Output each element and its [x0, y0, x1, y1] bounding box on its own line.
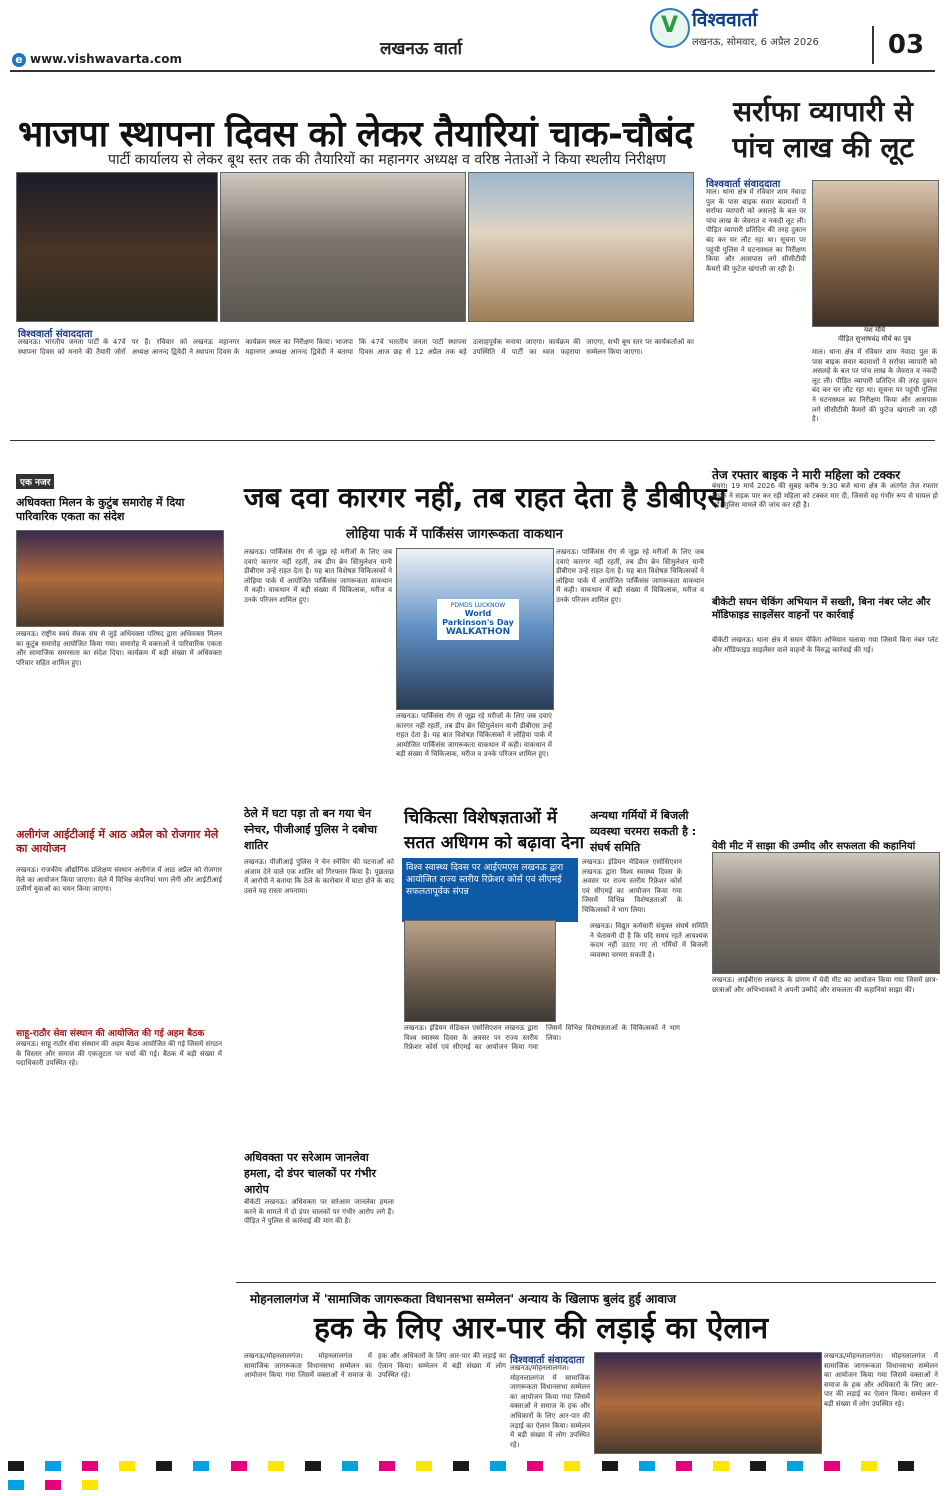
- lead-body: लखनऊ। भारतीय जनता पार्टी के 47वें स्थापना दिवस को मनाने की तैयारी जोरों पर हैं। रविवार को लखनऊ महानगर अध्यक्ष आनन्द द्विवेदी ने स्थापना दिवस के कार्यक्रम स्थल का निरीक्षण किया। भाजपा महानगर अध्यक्ष आनन्द द्विवेदी ने बताया कि 47वें भारतीय जनता पार्टी स्थापना दिवस आज छह से 12 अप्रैल तक बड़े उत्साहपूर्वक मनाया जाएगा। कार्यक्रम की उपस्थिति में पार्टी का ध्वज फहराया जाएगा, सभी बूथ स्तर पर कार्यकर्ताओं का सम्मेलन किया जाएगा।: [18, 338, 694, 356]
- mohanlal-body: लखनऊ/मोहनलालगंज। मोहनलालगंज में सामाजिक जागरूकता विधानसभा सम्मेलन का आयोजन किया गया जिसमें वक्ताओं ने समाज के हक और अधिकारों के लिए आर-पार की लड़ाई का ऐलान किया। सम्मेलन में बड़ी संख्या में लोग उपस्थित रहे।: [244, 1352, 506, 1380]
- color-swatch: [453, 1461, 469, 1471]
- robbery-caption: यश मौर्य पीड़ित सुभाषचंद्र मौर्य का पुत्र: [838, 326, 911, 343]
- dbs-headline: जब दवा कारगर नहीं, तब राहत देता है डीबीएस: [244, 481, 727, 514]
- dbs-subhead: लोहिया पार्क में पार्किंसंस जागरूकता वाकथान: [346, 527, 563, 542]
- color-swatch: [416, 1461, 432, 1471]
- photo-cme: [404, 920, 556, 1022]
- school-headline: येवी मीट में साझा की उम्मीद और सफलता की कहानियां: [712, 841, 916, 852]
- photo-adhivakta: [16, 530, 224, 627]
- banner-main: World Parkinson's Day: [442, 609, 514, 627]
- bike-headline: तेज रफ्तार बाइक ने मारी महिला को टक्कर: [712, 468, 901, 482]
- color-swatch: [305, 1461, 321, 1471]
- ek-nazar-h1: अधिवक्ता मिलन के कुटुंब समारोह में दिया पारिवारिक एकता का संदेश: [16, 496, 185, 523]
- mohanlal-kicker: मोहनलालगंज में 'सामाजिक जागरूकता विधानसभा सम्मेलन' अन्याय के खिलाफ बुलंद हुई आवाज: [250, 1292, 677, 1306]
- dbs-body-2: लखनऊ। पार्किंसंस रोग से जूझ रहे मरीजों के लिए जब दवाएं कारगर नहीं रहतीं, तब डीप ब्रेन स्टिमुलेशन यानी डीबीएस उन्हें राहत देता है। यह बात विशेषज्ञ चिकित्सकों ने लोहिया पार्क में आयोजित पार्किंसंस जागरूकता वाकथान में कही। वाकथान में बड़ी संख्या में चिकित्सक, मरीज व उनके परिजन शामिल हुए।: [396, 712, 552, 759]
- logo-icon: [650, 8, 690, 48]
- color-swatch: [8, 1480, 24, 1490]
- color-swatch: [602, 1461, 618, 1471]
- robbery-body: माल। थाना क्षेत्र में रविवार शाम नेवादा पुल के पास बाइक सवार बदमाशों ने सर्राफा व्यापारी को असलहे के बल पर पांच लाख के जेवरात व नकदी लूट ली। पीड़ित व्यापारी प्रतिदिन की तरह दुकान बंद कर घर लौट रहा था। सूचना पर पहुंची पुलिस ने घटनास्थल का निरीक्षण किया और आसपास लगे सीसीटीवी कैमरों की फुटेज खंगाली जा रही है।: [706, 188, 806, 273]
- color-swatch: [490, 1461, 506, 1471]
- mohanlal-body-3: लखनऊ/मोहनलालगंज। मोहनलालगंज में सामाजिक जागरूकता विधानसभा सम्मेलन का आयोजन किया गया जिसमें वक्ताओं ने समाज के हक और अधिकारों के लिए आर-पार की लड़ाई का ऐलान किया। सम्मेलन में बड़ी संख्या में लोग उपस्थित रहे।: [824, 1352, 938, 1408]
- banner-top: PDMDS LUCKNOW: [450, 602, 506, 609]
- site-url[interactable]: e www.vishwavarta.com: [12, 52, 182, 67]
- color-swatch: [231, 1461, 247, 1471]
- section-title: लखनऊ वार्ता: [380, 39, 463, 59]
- chain-body: लखनऊ। पीजीआई पुलिस ने चेन स्नेचिंग की घटनाओं को अंजाम देने वाले एक शातिर को गिरफ्तार किया है। पूछताछ में आरोपी ने बताया कि ठेले के कारोबार में घाटा होने के बाद उसने यह रास्ता अपनाया।: [244, 858, 394, 895]
- color-swatch: [379, 1461, 395, 1471]
- photo-stage-night: [16, 172, 218, 322]
- robbery-body-2: माल। थाना क्षेत्र में रविवार शाम नेवादा पुल के पास बाइक सवार बदमाशों ने सर्राफा व्यापारी को असलहे के बल पर पांच लाख के जेवरात व नकदी लूट ली। पीड़ित व्यापारी प्रतिदिन की तरह दुकान बंद कर घर लौट रहा था। सूचना पर पहुंची पुलिस ने घटनास्थल का निरीक्षण किया और आसपास लगे सीसीटीवी कैमरों की फुटेज खंगाली जा रही है।: [812, 348, 937, 424]
- robbery-headline: सर्राफा व्यापारी से पांच लाख की लूट: [732, 95, 914, 164]
- banner-walk: WALKATHON: [445, 627, 511, 637]
- color-swatch: [156, 1461, 172, 1471]
- school-body: लखनऊ। आईबीएस लखनऊ के प्रांगण में येवी मीट का आयोजन किया गया जिसमें छात्र-छात्राओं और अभिभावकों ने अपनी उम्मीदें और सफलता की कहानियां साझा कीं।: [712, 976, 938, 994]
- health-headline: चिकित्सा विशेषज्ञताओं में सतत अधिगम को बढ़ावा देना: [404, 808, 584, 853]
- ek-nazar-t3: लखनऊ। साहू राठौर सेवा संस्थान की अहम बैठक आयोजित की गई जिसमें संगठन के विस्तार और समाज की एकजुटता पर चर्चा की गई। बैठक में बड़ी संख्या में पदाधिकारी उपस्थित रहे।: [16, 1040, 222, 1068]
- photo-sammelan: [594, 1352, 822, 1454]
- color-swatch: [527, 1461, 543, 1471]
- photo-leaders: [220, 172, 466, 322]
- dbs-body-3: लखनऊ। पार्किंसंस रोग से जूझ रहे मरीजों के लिए जब दवाएं कारगर नहीं रहतीं, तब डीप ब्रेन स्टिमुलेशन यानी डीबीएस उन्हें राहत देता है। यह बात विशेषज्ञ चिकित्सकों ने लोहिया पार्क में आयोजित पार्किंसंस जागरूकता वाकथान में कही। वाकथान में बड़ी संख्या में चिकित्सक, मरीज व उनके परिजन शामिल हुए।: [556, 548, 704, 604]
- browser-icon: e: [12, 53, 26, 67]
- brand-name: विश्ववार्ता: [692, 9, 758, 31]
- color-swatch: [564, 1461, 580, 1471]
- color-swatch: [750, 1461, 766, 1471]
- photo-school: [712, 852, 940, 974]
- color-swatch: [119, 1461, 135, 1471]
- ek-nazar-tag: एक नजर: [16, 474, 54, 489]
- lead-subhead: पार्टी कार्यालय से लेकर बूथ स्तर तक की तैयारियों का महानगर अध्यक्ष व वरिष्ठ नेताओं ने किया स्थलीय निरीक्षण: [108, 152, 666, 168]
- lead-byline: विश्ववार्ता संवाददाता: [18, 329, 93, 340]
- mohanlal-byline: विश्ववार्ता संवाददाता: [510, 1355, 585, 1366]
- walkathon-banner: [437, 599, 519, 640]
- health-box: विश्व स्वास्थ्य दिवस पर आईएमएस लखनऊ द्वारा आयोजित राज्य स्तरीय रिफ्रेशर कोर्स एवं सीएमई सफलतापूर्वक संपन्न: [402, 858, 578, 922]
- power-body: लखनऊ। विद्युत कर्मचारी संयुक्त संघर्ष समिति ने चेतावनी दी है कि यदि समय रहते आवश्यक कदम नहीं उठाए गए तो गर्मियों में बिजली व्यवस्था चरमरा सकती है।: [590, 922, 708, 959]
- print-color-bar: [0, 1458, 945, 1472]
- photo-victim-son: [812, 180, 939, 327]
- color-swatch: [342, 1461, 358, 1471]
- vehicle-headline: बीकेटी सघन चेकिंग अभियान में सख्ती, बिना नंबर प्लेट और मॉडिफाइड साइलेंसर वाहनों पर कार्रवाई: [712, 597, 931, 621]
- divider: [10, 70, 935, 72]
- health-body: लखनऊ। इंडियन मेडिकल एसोसिएशन लखनऊ द्वारा विश्व स्वास्थ्य दिवस के अवसर पर राज्य स्तरीय रिफ्रेशर कोर्स एवं सीएमई का आयोजन किया गया जिसमें विभिन्न विशेषज्ञताओं के चिकित्सकों ने भाग लिया।: [582, 858, 682, 914]
- power-headline: अन्यथा गर्मियों में बिजली व्यवस्था चरमरा सकती है : संघर्ष समिति: [590, 809, 697, 854]
- photo-venue: [468, 172, 694, 322]
- mohanlal-headline: हक के लिए आर-पार की लड़ाई का ऐलान: [314, 1311, 769, 1346]
- chain-headline: ठेले में घटा पड़ा तो बन गया चेन स्नेचर, पीजीआई पुलिस ने दबोचा शातिर: [244, 807, 377, 852]
- photo-walkathon: [396, 548, 554, 710]
- color-swatch: [193, 1461, 209, 1471]
- color-swatch: [268, 1461, 284, 1471]
- ek-nazar-h2: अलीगंज आईटीआई में आठ अप्रैल को रोजगार मेले का आयोजन: [16, 828, 219, 855]
- color-swatch: [861, 1461, 877, 1471]
- color-swatch: [82, 1480, 98, 1490]
- color-swatch: [45, 1480, 61, 1490]
- color-swatch: [639, 1461, 655, 1471]
- mohanlal-body-2: लखनऊ/मोहनलालगंज। मोहनलालगंज में सामाजिक जागरूकता विधानसभा सम्मेलन का आयोजन किया गया जिसमें वक्ताओं ने समाज के हक और अधिकारों के लिए आर-पार की लड़ाई का ऐलान किया। सम्मेलन में बड़ी संख्या में लोग उपस्थित रहे।: [510, 1364, 590, 1449]
- vehicle-body: बीकेटी लखनऊ। थाना क्षेत्र में सघन चेकिंग अभियान चलाया गया जिसमें बिना नंबर प्लेट और मॉडिफाइड साइलेंसर वाले वाहनों के विरुद्ध कार्रवाई की गई।: [712, 636, 938, 654]
- ek-nazar-t1: लखनऊ। राष्ट्रीय स्वयं सेवक संघ से जुड़े अधिवक्ता परिषद द्वारा अधिवक्ता मिलन का कुटुंब समारोह आयोजित किया गया। समारोह में वक्ताओं ने पारिवारिक एकता और सामाजिक समरसता का संदेश दिया। कार्यक्रम में बड़ी संख्या में अधिवक्ता परिवार सहित शामिल हुए।: [16, 630, 222, 667]
- color-swatch: [898, 1461, 914, 1471]
- advocate-headline: अधिवक्ता पर सरेआम जानलेवा हमला, दो डंपर चालकों पर गंभीर आरोप: [244, 1151, 376, 1196]
- page-number: 03: [872, 26, 938, 64]
- divider: [236, 1282, 936, 1283]
- dbs-body: लखनऊ। पार्किंसंस रोग से जूझ रहे मरीजों के लिए जब दवाएं कारगर नहीं रहतीं, तब डीप ब्रेन स्टिमुलेशन यानी डीबीएस उन्हें राहत देता है। यह बात विशेषज्ञ चिकित्सकों ने लोहिया पार्क में आयोजित पार्किंसंस जागरूकता वाकथान में कही। वाकथान में बड़ी संख्या में चिकित्सक, मरीज व उनके परिजन शामिल हुए।: [244, 548, 392, 604]
- color-swatch: [8, 1461, 24, 1471]
- ek-nazar-t2: लखनऊ। राजकीय औद्योगिक प्रशिक्षण संस्थान अलीगंज में आठ अप्रैल को रोजगार मेले का आयोजन किया जाएगा। मेले में विभिन्न कंपनियां भाग लेंगी और आईटीआई उत्तीर्ण युवाओं का चयन किया जाएगा।: [16, 866, 222, 894]
- color-swatch: [45, 1461, 61, 1471]
- bike-body: बंथरा। 19 मार्च 2026 की सुबह करीब 9:30 बजे थाना क्षेत्र के अंतर्गत तेज रफ्तार बाइक ने सड़क पार कर रही महिला को टक्कर मार दी, जिससे वह गंभीर रूप से घायल हो गई। पुलिस मामले की जांच कर रही है।: [712, 482, 938, 510]
- divider: [10, 440, 935, 441]
- color-swatch: [824, 1461, 840, 1471]
- health-body-2: लखनऊ। इंडियन मेडिकल एसोसिएशन लखनऊ द्वारा विश्व स्वास्थ्य दिवस के अवसर पर राज्य स्तरीय रिफ्रेशर कोर्स एवं सीएमई का आयोजन किया गया जिसमें विभिन्न विशेषज्ञताओं के चिकित्सकों ने भाग लिया।: [404, 1024, 680, 1052]
- ek-nazar-h3: साहू-राठौर सेवा संस्थान की आयोजित की गई अहम बैठक: [16, 1029, 205, 1039]
- robbery-byline: विश्ववार्ता संवाददाता: [706, 179, 781, 190]
- dateline: लखनऊ, सोमवार, 6 अप्रैल 2026: [692, 37, 819, 48]
- lead-headline: भाजपा स्थापना दिवस को लेकर तैयारियां चाक-चौबंद: [18, 114, 693, 155]
- color-swatch: [676, 1461, 692, 1471]
- color-swatch: [713, 1461, 729, 1471]
- color-swatch: [787, 1461, 803, 1471]
- advocate-body: बीकेटी लखनऊ। अधिवक्ता पर सरेआम जानलेवा हमला करने के मामले में दो डंपर चालकों पर गंभीर आरोप लगे हैं। पीड़ित ने पुलिस से कार्रवाई की मांग की है।: [244, 1198, 394, 1226]
- color-swatch: [82, 1461, 98, 1471]
